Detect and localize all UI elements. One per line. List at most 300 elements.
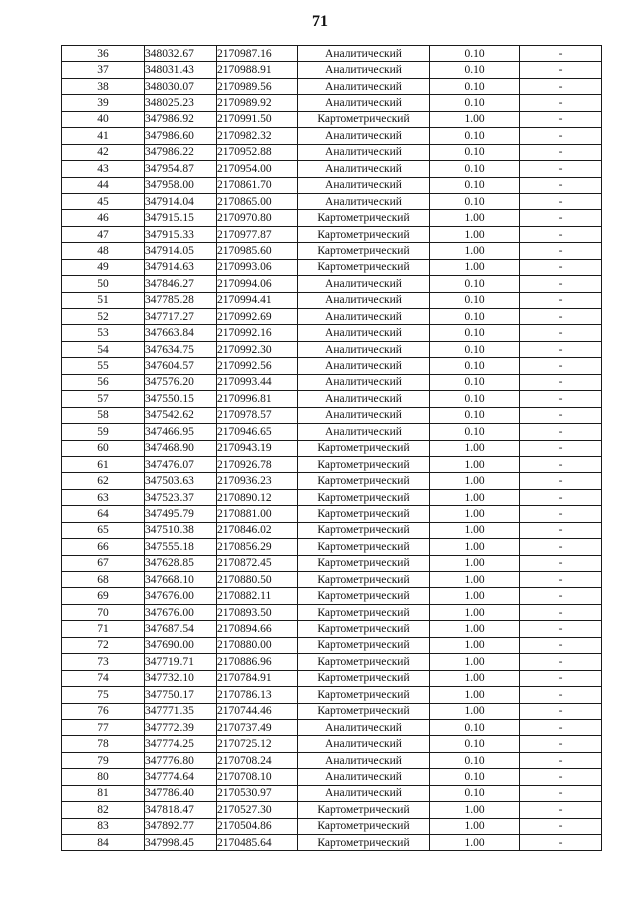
y-coordinate-cell: 2170991.50 <box>217 111 298 127</box>
y-coordinate-cell: 2170708.24 <box>217 752 298 768</box>
note-cell: - <box>520 391 602 407</box>
note-cell: - <box>520 818 602 834</box>
accuracy-cell: 1.00 <box>430 818 520 834</box>
note-cell: - <box>520 62 602 78</box>
y-coordinate-cell: 2170872.45 <box>217 555 298 571</box>
point-number-cell: 82 <box>62 802 145 818</box>
x-coordinate-cell: 347719.71 <box>145 654 217 670</box>
point-number-cell: 49 <box>62 259 145 275</box>
table-row <box>62 407 602 423</box>
y-coordinate-cell: 2170865.00 <box>217 193 298 209</box>
accuracy-cell: 1.00 <box>430 111 520 127</box>
note-cell: - <box>520 703 602 719</box>
method-cell: Аналитический <box>298 424 430 440</box>
x-coordinate-cell: 348031.43 <box>145 62 217 78</box>
note-cell: - <box>520 506 602 522</box>
x-coordinate-cell: 347774.64 <box>145 769 217 785</box>
table-row <box>62 802 602 818</box>
table-row <box>62 670 602 686</box>
table-row <box>62 572 602 588</box>
table-row <box>62 687 602 703</box>
table-row <box>62 292 602 308</box>
accuracy-cell: 0.10 <box>430 374 520 390</box>
x-coordinate-cell: 347958.00 <box>145 177 217 193</box>
accuracy-cell: 0.10 <box>430 177 520 193</box>
x-coordinate-cell: 347466.95 <box>145 424 217 440</box>
x-coordinate-cell: 347915.33 <box>145 226 217 242</box>
accuracy-cell: 1.00 <box>430 588 520 604</box>
note-cell: - <box>520 210 602 226</box>
note-cell: - <box>520 752 602 768</box>
note-cell: - <box>520 259 602 275</box>
note-cell: - <box>520 144 602 160</box>
method-cell: Аналитический <box>298 769 430 785</box>
accuracy-cell: 1.00 <box>430 243 520 259</box>
x-coordinate-cell: 347846.27 <box>145 276 217 292</box>
x-coordinate-cell: 348030.07 <box>145 78 217 94</box>
table-row <box>62 785 602 801</box>
x-coordinate-cell: 347892.77 <box>145 818 217 834</box>
accuracy-cell: 1.00 <box>430 506 520 522</box>
y-coordinate-cell: 2170725.12 <box>217 736 298 752</box>
x-coordinate-cell: 347555.18 <box>145 539 217 555</box>
method-cell: Картометрический <box>298 588 430 604</box>
y-coordinate-cell: 2170978.57 <box>217 407 298 423</box>
point-number-cell: 59 <box>62 424 145 440</box>
accuracy-cell: 0.10 <box>430 407 520 423</box>
note-cell: - <box>520 785 602 801</box>
table-row <box>62 522 602 538</box>
y-coordinate-cell: 2170744.46 <box>217 703 298 719</box>
table-row <box>62 835 602 851</box>
point-number-cell: 71 <box>62 621 145 637</box>
y-coordinate-cell: 2170982.32 <box>217 128 298 144</box>
point-number-cell: 69 <box>62 588 145 604</box>
note-cell: - <box>520 654 602 670</box>
note-cell: - <box>520 193 602 209</box>
y-coordinate-cell: 2170886.96 <box>217 654 298 670</box>
x-coordinate-cell: 347687.54 <box>145 621 217 637</box>
x-coordinate-cell: 347986.92 <box>145 111 217 127</box>
x-coordinate-cell: 347634.75 <box>145 341 217 357</box>
note-cell: - <box>520 539 602 555</box>
method-cell: Аналитический <box>298 193 430 209</box>
method-cell: Картометрический <box>298 670 430 686</box>
accuracy-cell: 0.10 <box>430 769 520 785</box>
point-number-cell: 66 <box>62 539 145 555</box>
y-coordinate-cell: 2170737.49 <box>217 719 298 735</box>
table-row <box>62 177 602 193</box>
x-coordinate-cell: 348025.23 <box>145 95 217 111</box>
accuracy-cell: 0.10 <box>430 752 520 768</box>
method-cell: Картометрический <box>298 555 430 571</box>
method-cell: Картометрический <box>298 621 430 637</box>
table-row <box>62 818 602 834</box>
point-number-cell: 65 <box>62 522 145 538</box>
table-row <box>62 752 602 768</box>
method-cell: Аналитический <box>298 309 430 325</box>
note-cell: - <box>520 374 602 390</box>
point-number-cell: 70 <box>62 604 145 620</box>
x-coordinate-cell: 347818.47 <box>145 802 217 818</box>
accuracy-cell: 0.10 <box>430 719 520 735</box>
point-number-cell: 77 <box>62 719 145 735</box>
accuracy-cell: 1.00 <box>430 489 520 505</box>
accuracy-cell: 0.10 <box>430 128 520 144</box>
page-number: 71 <box>312 13 328 30</box>
method-cell: Аналитический <box>298 374 430 390</box>
x-coordinate-cell: 347772.39 <box>145 719 217 735</box>
point-number-cell: 68 <box>62 572 145 588</box>
y-coordinate-cell: 2170880.50 <box>217 572 298 588</box>
point-number-cell: 40 <box>62 111 145 127</box>
x-coordinate-cell: 347914.04 <box>145 193 217 209</box>
x-coordinate-cell: 347914.05 <box>145 243 217 259</box>
note-cell: - <box>520 325 602 341</box>
accuracy-cell: 1.00 <box>430 440 520 456</box>
point-number-cell: 58 <box>62 407 145 423</box>
point-number-cell: 52 <box>62 309 145 325</box>
note-cell: - <box>520 687 602 703</box>
point-number-cell: 81 <box>62 785 145 801</box>
accuracy-cell: 1.00 <box>430 226 520 242</box>
method-cell: Картометрический <box>298 703 430 719</box>
method-cell: Картометрический <box>298 489 430 505</box>
x-coordinate-cell: 347717.27 <box>145 309 217 325</box>
note-cell: - <box>520 161 602 177</box>
accuracy-cell: 0.10 <box>430 144 520 160</box>
y-coordinate-cell: 2170988.91 <box>217 62 298 78</box>
table-row <box>62 637 602 653</box>
accuracy-cell: 1.00 <box>430 555 520 571</box>
table-row <box>62 78 602 94</box>
point-number-cell: 37 <box>62 62 145 78</box>
method-cell: Аналитический <box>298 785 430 801</box>
point-number-cell: 38 <box>62 78 145 94</box>
point-number-cell: 36 <box>62 46 145 62</box>
table-row <box>62 325 602 341</box>
method-cell: Картометрический <box>298 687 430 703</box>
point-number-cell: 63 <box>62 489 145 505</box>
x-coordinate-cell: 347690.00 <box>145 637 217 653</box>
table-row <box>62 736 602 752</box>
y-coordinate-cell: 2170485.64 <box>217 835 298 851</box>
note-cell: - <box>520 604 602 620</box>
table-row <box>62 243 602 259</box>
table-row <box>62 654 602 670</box>
note-cell: - <box>520 670 602 686</box>
point-number-cell: 41 <box>62 128 145 144</box>
method-cell: Аналитический <box>298 341 430 357</box>
x-coordinate-cell: 347776.80 <box>145 752 217 768</box>
x-coordinate-cell: 347785.28 <box>145 292 217 308</box>
note-cell: - <box>520 456 602 472</box>
y-coordinate-cell: 2170894.66 <box>217 621 298 637</box>
x-coordinate-cell: 347523.37 <box>145 489 217 505</box>
method-cell: Аналитический <box>298 292 430 308</box>
point-number-cell: 84 <box>62 835 145 851</box>
x-coordinate-cell: 347604.57 <box>145 358 217 374</box>
accuracy-cell: 1.00 <box>430 473 520 489</box>
note-cell: - <box>520 719 602 735</box>
point-number-cell: 64 <box>62 506 145 522</box>
table-row <box>62 440 602 456</box>
point-number-cell: 48 <box>62 243 145 259</box>
accuracy-cell: 1.00 <box>430 621 520 637</box>
accuracy-cell: 1.00 <box>430 522 520 538</box>
note-cell: - <box>520 292 602 308</box>
y-coordinate-cell: 2170977.87 <box>217 226 298 242</box>
method-cell: Картометрический <box>298 440 430 456</box>
table-row <box>62 621 602 637</box>
point-number-cell: 62 <box>62 473 145 489</box>
note-cell: - <box>520 95 602 111</box>
accuracy-cell: 0.10 <box>430 46 520 62</box>
y-coordinate-cell: 2170992.56 <box>217 358 298 374</box>
point-number-cell: 42 <box>62 144 145 160</box>
note-cell: - <box>520 522 602 538</box>
y-coordinate-cell: 2170527.30 <box>217 802 298 818</box>
point-number-cell: 67 <box>62 555 145 571</box>
point-number-cell: 50 <box>62 276 145 292</box>
method-cell: Картометрический <box>298 818 430 834</box>
table-row <box>62 374 602 390</box>
note-cell: - <box>520 276 602 292</box>
table-row <box>62 391 602 407</box>
x-coordinate-cell: 348032.67 <box>145 46 217 62</box>
point-number-cell: 56 <box>62 374 145 390</box>
y-coordinate-cell: 2170880.00 <box>217 637 298 653</box>
method-cell: Аналитический <box>298 752 430 768</box>
point-number-cell: 46 <box>62 210 145 226</box>
x-coordinate-cell: 347676.00 <box>145 588 217 604</box>
note-cell: - <box>520 489 602 505</box>
method-cell: Картометрический <box>298 604 430 620</box>
method-cell: Аналитический <box>298 407 430 423</box>
accuracy-cell: 1.00 <box>430 670 520 686</box>
x-coordinate-cell: 347771.35 <box>145 703 217 719</box>
x-coordinate-cell: 347663.84 <box>145 325 217 341</box>
method-cell: Аналитический <box>298 62 430 78</box>
method-cell: Картометрический <box>298 210 430 226</box>
y-coordinate-cell: 2170993.44 <box>217 374 298 390</box>
point-number-cell: 75 <box>62 687 145 703</box>
x-coordinate-cell: 347986.22 <box>145 144 217 160</box>
method-cell: Аналитический <box>298 161 430 177</box>
note-cell: - <box>520 802 602 818</box>
y-coordinate-cell: 2170926.78 <box>217 456 298 472</box>
accuracy-cell: 1.00 <box>430 604 520 620</box>
x-coordinate-cell: 347774.25 <box>145 736 217 752</box>
accuracy-cell: 0.10 <box>430 736 520 752</box>
method-cell: Картометрический <box>298 522 430 538</box>
method-cell: Аналитический <box>298 177 430 193</box>
table-row <box>62 719 602 735</box>
y-coordinate-cell: 2170786.13 <box>217 687 298 703</box>
method-cell: Аналитический <box>298 391 430 407</box>
x-coordinate-cell: 347576.20 <box>145 374 217 390</box>
point-number-cell: 72 <box>62 637 145 653</box>
y-coordinate-cell: 2170882.11 <box>217 588 298 604</box>
method-cell: Аналитический <box>298 358 430 374</box>
method-cell: Картометрический <box>298 111 430 127</box>
accuracy-cell: 0.10 <box>430 161 520 177</box>
point-number-cell: 44 <box>62 177 145 193</box>
x-coordinate-cell: 347750.17 <box>145 687 217 703</box>
y-coordinate-cell: 2170989.92 <box>217 95 298 111</box>
x-coordinate-cell: 347676.00 <box>145 604 217 620</box>
table-row <box>62 456 602 472</box>
coordinates-table <box>61 45 602 851</box>
method-cell: Аналитический <box>298 719 430 735</box>
y-coordinate-cell: 2170954.00 <box>217 161 298 177</box>
point-number-cell: 80 <box>62 769 145 785</box>
method-cell: Картометрический <box>298 539 430 555</box>
method-cell: Аналитический <box>298 46 430 62</box>
note-cell: - <box>520 440 602 456</box>
x-coordinate-cell: 347495.79 <box>145 506 217 522</box>
accuracy-cell: 1.00 <box>430 835 520 851</box>
note-cell: - <box>520 473 602 489</box>
method-cell: Картометрический <box>298 637 430 653</box>
accuracy-cell: 0.10 <box>430 309 520 325</box>
y-coordinate-cell: 2170987.16 <box>217 46 298 62</box>
table-row <box>62 226 602 242</box>
method-cell: Картометрический <box>298 226 430 242</box>
accuracy-cell: 1.00 <box>430 259 520 275</box>
point-number-cell: 57 <box>62 391 145 407</box>
y-coordinate-cell: 2170992.30 <box>217 341 298 357</box>
method-cell: Картометрический <box>298 473 430 489</box>
coordinates-table-body <box>62 46 602 851</box>
method-cell: Аналитический <box>298 95 430 111</box>
table-row <box>62 128 602 144</box>
table-row <box>62 95 602 111</box>
y-coordinate-cell: 2170530.97 <box>217 785 298 801</box>
table-row <box>62 588 602 604</box>
y-coordinate-cell: 2170992.16 <box>217 325 298 341</box>
note-cell: - <box>520 111 602 127</box>
point-number-cell: 61 <box>62 456 145 472</box>
note-cell: - <box>520 835 602 851</box>
accuracy-cell: 0.10 <box>430 276 520 292</box>
point-number-cell: 39 <box>62 95 145 111</box>
accuracy-cell: 0.10 <box>430 785 520 801</box>
y-coordinate-cell: 2170943.19 <box>217 440 298 456</box>
note-cell: - <box>520 736 602 752</box>
method-cell: Картометрический <box>298 572 430 588</box>
point-number-cell: 60 <box>62 440 145 456</box>
note-cell: - <box>520 46 602 62</box>
method-cell: Картометрический <box>298 243 430 259</box>
accuracy-cell: 1.00 <box>430 687 520 703</box>
table-row <box>62 473 602 489</box>
note-cell: - <box>520 177 602 193</box>
y-coordinate-cell: 2170992.69 <box>217 309 298 325</box>
y-coordinate-cell: 2170985.60 <box>217 243 298 259</box>
accuracy-cell: 1.00 <box>430 703 520 719</box>
table-row <box>62 193 602 209</box>
point-number-cell: 76 <box>62 703 145 719</box>
table-row <box>62 604 602 620</box>
x-coordinate-cell: 347786.40 <box>145 785 217 801</box>
table-row <box>62 358 602 374</box>
accuracy-cell: 1.00 <box>430 802 520 818</box>
note-cell: - <box>520 309 602 325</box>
note-cell: - <box>520 407 602 423</box>
y-coordinate-cell: 2170856.29 <box>217 539 298 555</box>
note-cell: - <box>520 358 602 374</box>
y-coordinate-cell: 2170996.81 <box>217 391 298 407</box>
x-coordinate-cell: 347628.85 <box>145 555 217 571</box>
y-coordinate-cell: 2170993.06 <box>217 259 298 275</box>
y-coordinate-cell: 2170708.10 <box>217 769 298 785</box>
method-cell: Аналитический <box>298 78 430 94</box>
note-cell: - <box>520 555 602 571</box>
method-cell: Картометрический <box>298 835 430 851</box>
x-coordinate-cell: 347732.10 <box>145 670 217 686</box>
table-row <box>62 111 602 127</box>
y-coordinate-cell: 2170989.56 <box>217 78 298 94</box>
y-coordinate-cell: 2170893.50 <box>217 604 298 620</box>
note-cell: - <box>520 78 602 94</box>
accuracy-cell: 0.10 <box>430 391 520 407</box>
table-row <box>62 703 602 719</box>
x-coordinate-cell: 347915.15 <box>145 210 217 226</box>
y-coordinate-cell: 2170861.70 <box>217 177 298 193</box>
y-coordinate-cell: 2170936.23 <box>217 473 298 489</box>
table-row <box>62 341 602 357</box>
accuracy-cell: 0.10 <box>430 78 520 94</box>
table-row <box>62 161 602 177</box>
note-cell: - <box>520 341 602 357</box>
accuracy-cell: 1.00 <box>430 210 520 226</box>
table-row <box>62 424 602 440</box>
point-number-cell: 54 <box>62 341 145 357</box>
note-cell: - <box>520 424 602 440</box>
x-coordinate-cell: 347510.38 <box>145 522 217 538</box>
method-cell: Картометрический <box>298 259 430 275</box>
table-row <box>62 539 602 555</box>
method-cell: Картометрический <box>298 456 430 472</box>
note-cell: - <box>520 128 602 144</box>
table-row <box>62 489 602 505</box>
method-cell: Аналитический <box>298 736 430 752</box>
accuracy-cell: 0.10 <box>430 95 520 111</box>
accuracy-cell: 1.00 <box>430 637 520 653</box>
table-row <box>62 144 602 160</box>
point-number-cell: 53 <box>62 325 145 341</box>
note-cell: - <box>520 621 602 637</box>
x-coordinate-cell: 347914.63 <box>145 259 217 275</box>
x-coordinate-cell: 347468.90 <box>145 440 217 456</box>
accuracy-cell: 0.10 <box>430 292 520 308</box>
note-cell: - <box>520 588 602 604</box>
x-coordinate-cell: 347542.62 <box>145 407 217 423</box>
x-coordinate-cell: 347503.63 <box>145 473 217 489</box>
point-number-cell: 45 <box>62 193 145 209</box>
accuracy-cell: 0.10 <box>430 424 520 440</box>
table-row <box>62 309 602 325</box>
point-number-cell: 74 <box>62 670 145 686</box>
accuracy-cell: 0.10 <box>430 193 520 209</box>
x-coordinate-cell: 347668.10 <box>145 572 217 588</box>
accuracy-cell: 1.00 <box>430 654 520 670</box>
method-cell: Аналитический <box>298 325 430 341</box>
note-cell: - <box>520 243 602 259</box>
point-number-cell: 78 <box>62 736 145 752</box>
accuracy-cell: 1.00 <box>430 572 520 588</box>
